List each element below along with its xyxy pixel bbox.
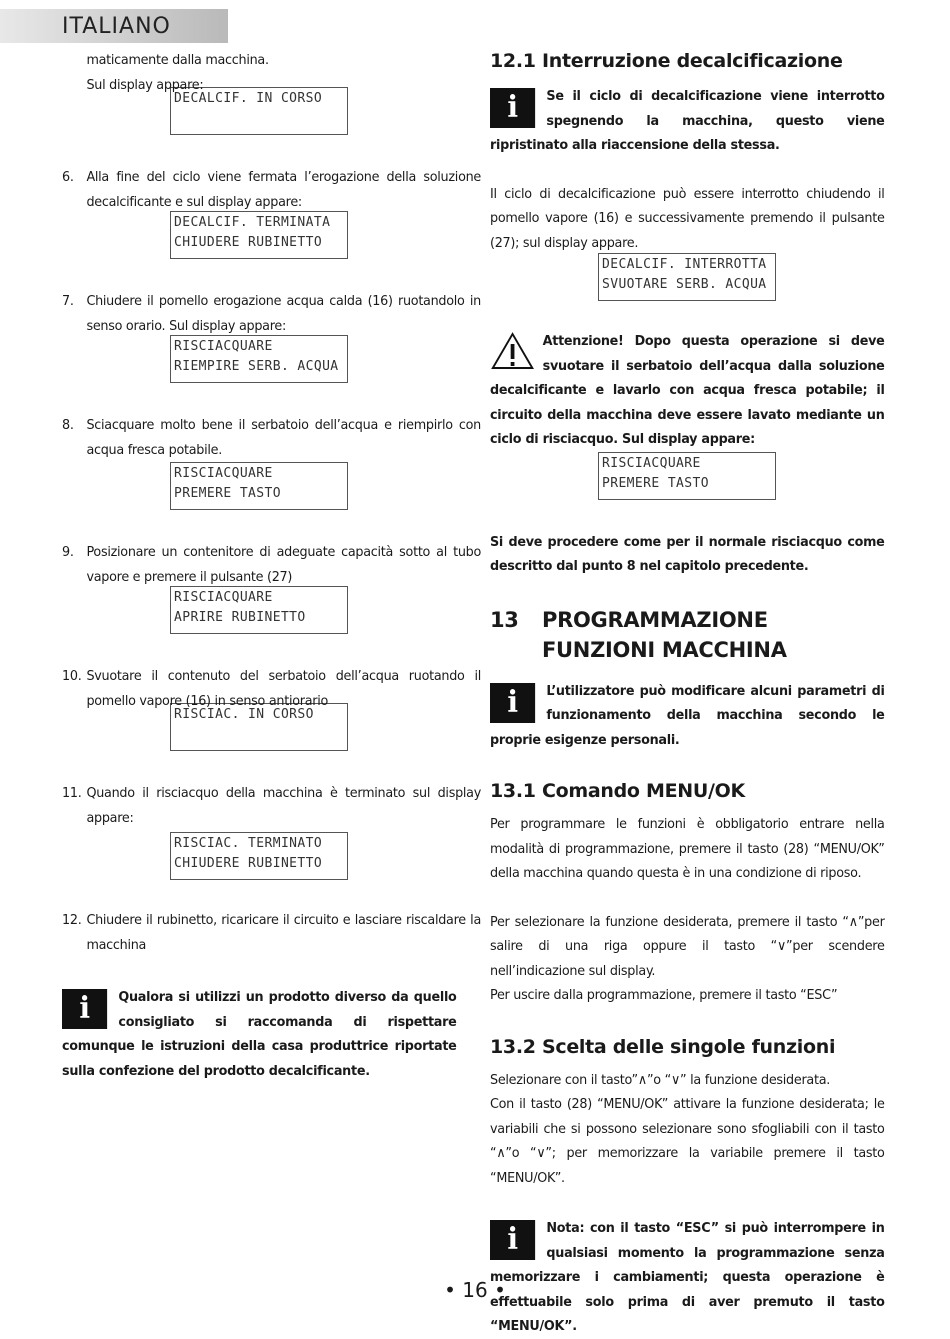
- display-line-2: APRIRE RUBINETTO: [174, 610, 306, 625]
- language-tab: [0, 9, 228, 43]
- display-line-2: CHIUDERE RUBINETTO: [174, 235, 323, 250]
- display-box: [170, 832, 348, 880]
- section-12-1-body: Il ciclo di decalcificazione può essere interrotto chiudendo il pomello vapore (16) e successivamente premendo il pulsante (27); sul display appare.: [490, 185, 885, 251]
- section-13-1-paragraph-3: Per uscire dalla programmazione, premere il tasto “ESC”: [490, 987, 838, 1003]
- display-box: [170, 211, 348, 259]
- display-line-2: RIEMPIRE SERB. ACQUA: [174, 359, 339, 374]
- step-9: [62, 540, 481, 589]
- warning-text: Attenzione! Dopo questa operazione si deve svuotare il serbatoio dell’acqua dalla soluzione decalcificante e lavarlo con acqua fresca potabile; il circuito della macchina deve essere lavato mediante un ciclo di risciacquo. Sul display appare:: [490, 333, 885, 447]
- display-line-1: DECALCIF. TERMINATA: [174, 215, 331, 230]
- section-13-2-paragraph-1: Selezionare con il tasto”∧”o “∨” la funzione desiderata.: [490, 1071, 831, 1088]
- section-13-number: 13: [490, 607, 519, 632]
- step-number: 8.: [62, 417, 74, 433]
- after-warning-text: Si deve procedere come per il normale risciacquo come descritto dal punto 8 nel capitolo precedente.: [490, 533, 885, 574]
- step-text: Quando il risciacquo della macchina è terminato sul display appare:: [86, 785, 482, 826]
- info-note: [62, 985, 457, 1083]
- step-8: [62, 413, 481, 462]
- step-6: [62, 165, 481, 214]
- section-13-1-paragraph-1: Per programmare le funzioni è obbligatorio entrare nella modalità di programmazione, premere il tasto (28) “MENU/OK” della macchina quando questa è in una condizione di riposo.: [490, 816, 885, 881]
- section-13-2-title: 13.2 Scelta delle singole funzioni: [490, 1035, 836, 1058]
- display-line-1: RISCIAC. TERMINATO: [174, 836, 323, 851]
- info-icon: i: [490, 683, 535, 723]
- display-box: [598, 253, 776, 301]
- display-line-1: DECALCIF. INTERROTTA: [602, 257, 767, 272]
- step-10: [62, 664, 481, 713]
- info-icon: i: [490, 88, 535, 128]
- display-line-2: PREMERE TASTO: [602, 475, 709, 491]
- step-text: Chiudere il rubinetto, ricaricare il circuito e lasciare riscaldare la macchina: [86, 912, 482, 953]
- section-13-1-paragraph-2: Per selezionare la funzione desiderata, premere il tasto “∧”per salire di una riga oppure il tasto “∨”per scendere nell’indicazione sul display.: [490, 913, 885, 979]
- display-box: [170, 335, 348, 383]
- display-box: [598, 452, 776, 500]
- step-12: [62, 908, 481, 957]
- display-line-1: DECALCIF. IN CORSO: [174, 91, 323, 106]
- info-icon: i: [490, 1220, 535, 1260]
- section-12-1-title: 12.1 Interruzione decalcificazione: [490, 50, 843, 72]
- display-box: [170, 586, 348, 634]
- display-box: [170, 462, 348, 510]
- display-line-1: RISCIACQUARE: [174, 590, 273, 605]
- display-line-2: PREMERE TASTO: [174, 486, 281, 501]
- step-number: 11.: [62, 785, 82, 801]
- info-note: [490, 84, 885, 158]
- step-11: [62, 781, 481, 830]
- info-note-text: Nota: con il tasto “ESC” si può interrompere in qualsiasi momento la programmazione senza memorizzare i cambiamenti; questa operazione è effettuabile solo prima di aver premuto il tasto “MENU/OK”.: [490, 1220, 885, 1334]
- step-number: 9.: [62, 544, 74, 560]
- section-13-2-paragraph-2: Con il tasto (28) “MENU/OK” attivare la funzione desiderata; le variabili che si possono selezionare sono sfogliabili con il tasto “∧”o “∨”; per memorizzare la variabile premere il tasto “MENU/OK”.: [490, 1096, 885, 1186]
- info-note-text: Se il ciclo di decalcificazione viene interrotto spegnendo la macchina, questo viene ripristinato alla riaccensione della stessa.: [490, 88, 885, 153]
- right-column: [490, 48, 886, 1339]
- intro-line-1: maticamente dalla macchina.: [86, 52, 269, 68]
- language-label: ITALIANO: [62, 14, 171, 39]
- display-line-1: RISCIAC. IN CORSO: [174, 707, 314, 722]
- info-note-text: L’utilizzatore può modificare alcuni parametri di funzionamento della macchina secondo le proprie esigenze personali.: [490, 682, 885, 748]
- section-13-title: [490, 605, 886, 665]
- step-text: Posizionare un contenitore di adeguate capacità sotto al tubo vapore e premere il pulsante (27): [86, 544, 482, 585]
- section-13-1-title: 13.1 Comando MENU/OK: [490, 780, 745, 802]
- display-line-1: RISCIACQUARE: [174, 339, 273, 354]
- warning-icon: [490, 331, 535, 371]
- intro-line-2: Sul display appare:: [86, 76, 204, 93]
- display-line-1: RISCIACQUARE: [174, 466, 273, 481]
- info-note-text: Qualora si utilizzi un prodotto diverso da quello consigliato si raccomanda di rispettare comunque le istruzioni della casa produttrice riportate sulla confezione del prodotto decalcificante.: [62, 989, 457, 1079]
- step-7: [62, 289, 481, 338]
- page-number: • 16 •: [444, 1278, 506, 1302]
- info-note: [490, 679, 885, 753]
- display-line-2: SVUOTARE SERB. ACQUA: [602, 277, 767, 292]
- display-line-1: RISCIACQUARE: [602, 455, 701, 471]
- step-text: Sciacquare molto bene il serbatoio dell’acqua e riempirlo con acqua fresca potabile.: [86, 417, 482, 458]
- display-line-2: CHIUDERE RUBINETTO: [174, 856, 323, 871]
- step-text: Svuotare il contenuto del serbatoio dell’acqua ruotando il pomello vapore (16) in senso antiorario: [86, 668, 482, 709]
- step-text: Alla fine del ciclo viene fermata l’erogazione della soluzione decalcificante e sul display appare:: [86, 169, 482, 210]
- left-column: [62, 48, 482, 1083]
- warning-note: [490, 329, 885, 452]
- info-icon: i: [62, 989, 107, 1029]
- step-text: Chiudere il pomello erogazione acqua calda (16) ruotandolo in senso orario. Sul display appare:: [86, 293, 482, 334]
- section-13-title-text: PROGRAMMAZIONE FUNZIONI MACCHINA: [542, 607, 787, 662]
- step-number: 6.: [62, 169, 74, 185]
- step-number: 12.: [62, 912, 82, 928]
- step-number: 10.: [62, 668, 82, 684]
- step-number: 7.: [62, 293, 74, 309]
